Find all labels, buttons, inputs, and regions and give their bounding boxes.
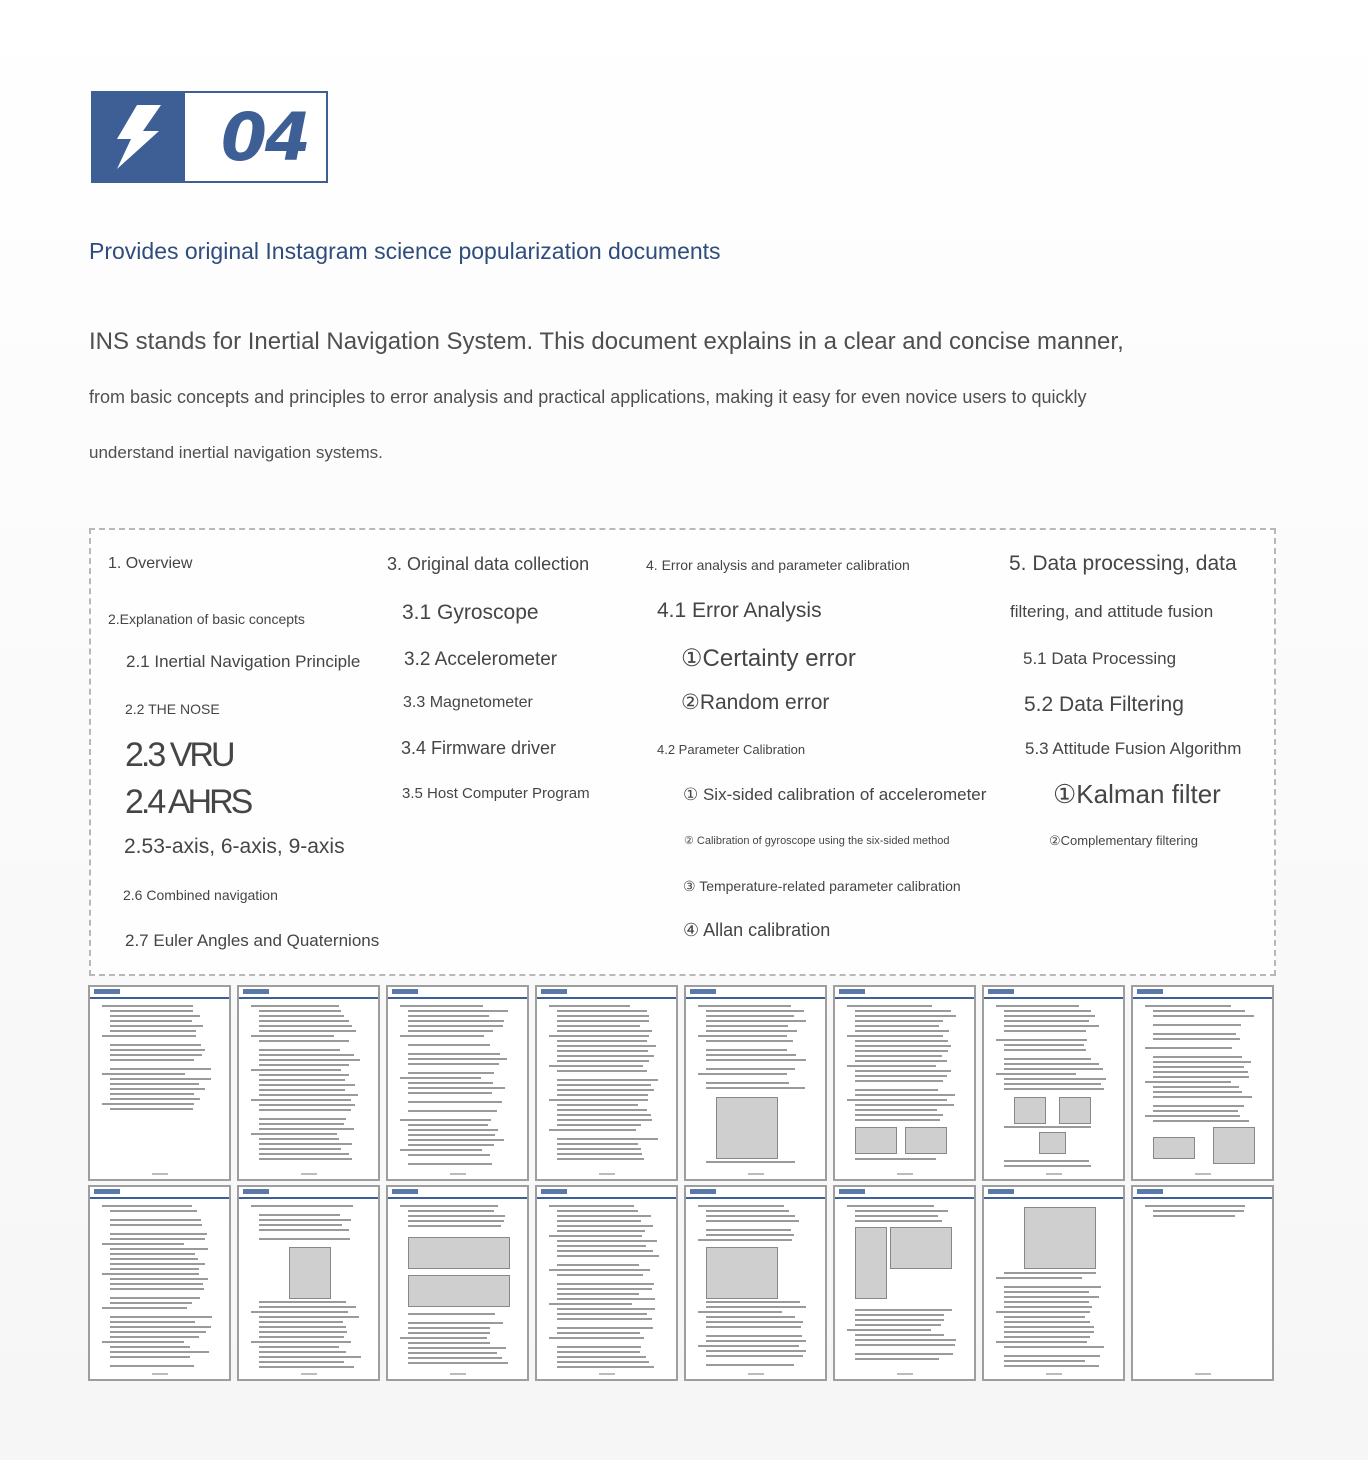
brand-logo-icon bbox=[541, 1189, 567, 1194]
document-page-thumbnail bbox=[88, 1185, 231, 1381]
toc-item: 2.4 AHRS bbox=[125, 783, 251, 821]
toc-item: 2.3 VRU bbox=[125, 736, 233, 774]
document-page-thumbnail bbox=[535, 1185, 678, 1381]
brand-logo-icon bbox=[690, 1189, 716, 1194]
document-page-thumbnail bbox=[1131, 1185, 1274, 1381]
toc-item: 5.2 Data Filtering bbox=[1024, 693, 1184, 716]
brand-logo-icon bbox=[94, 1189, 120, 1194]
figure-image bbox=[890, 1227, 952, 1269]
toc-item: 4.1 Error Analysis bbox=[657, 599, 822, 622]
brand-logo-icon bbox=[243, 989, 269, 994]
figure-image bbox=[706, 1247, 778, 1299]
brand-logo-icon bbox=[839, 989, 865, 994]
lightning-bolt-icon bbox=[93, 93, 185, 181]
toc-item: 1. Overview bbox=[108, 555, 193, 572]
figure-image bbox=[905, 1127, 947, 1154]
brand-logo-icon bbox=[988, 1189, 1014, 1194]
toc-item: ②Random error bbox=[681, 691, 830, 714]
document-page-thumbnail bbox=[982, 985, 1125, 1181]
toc-item: 2.2 THE NOSE bbox=[125, 701, 220, 717]
toc-item: filtering, and attitude fusion bbox=[1010, 602, 1214, 621]
figure-image bbox=[289, 1247, 331, 1299]
figure-image bbox=[1153, 1137, 1195, 1159]
brand-logo-icon bbox=[392, 1189, 418, 1194]
intro-line-3: understand inertial navigation systems. bbox=[89, 443, 383, 462]
figure-image bbox=[1213, 1127, 1255, 1164]
section-subtitle: Provides original Instagram science popularization documents bbox=[89, 238, 721, 264]
section-number: 04 bbox=[221, 99, 309, 176]
intro-line-1: INS stands for Inertial Navigation System. This document explains in a clear and concise manner, bbox=[89, 328, 1124, 355]
document-page-thumbnail bbox=[535, 985, 678, 1181]
figure-image bbox=[1039, 1132, 1066, 1154]
toc-item: 3.3 Magnetometer bbox=[403, 694, 533, 711]
document-page-thumbnail bbox=[982, 1185, 1125, 1381]
figure-image bbox=[408, 1275, 510, 1307]
toc-item: 2.6 Combined navigation bbox=[123, 887, 278, 903]
toc-item: 5. Data processing, data bbox=[1009, 552, 1237, 575]
toc-item: 2.Explanation of basic concepts bbox=[108, 611, 305, 627]
brand-logo-icon bbox=[1137, 989, 1163, 994]
toc-item: ①Kalman filter bbox=[1053, 779, 1221, 809]
toc-item: ①Certainty error bbox=[681, 645, 856, 672]
toc-item: 3. Original data collection bbox=[387, 554, 590, 574]
intro-line-2: from basic concepts and principles to error analysis and practical applications, making it easy for even novice users to quickly bbox=[89, 387, 1087, 407]
brand-logo-icon bbox=[839, 1189, 865, 1194]
toc-item: 2.53-axis, 6-axis, 9-axis bbox=[124, 835, 345, 858]
figure-image bbox=[1014, 1097, 1046, 1124]
brand-logo-icon bbox=[1137, 1189, 1163, 1194]
document-page-thumbnail bbox=[386, 1185, 529, 1381]
figure-image bbox=[408, 1237, 510, 1269]
toc-item: 3.5 Host Computer Program bbox=[402, 785, 590, 802]
toc-item: 3.1 Gyroscope bbox=[402, 601, 539, 624]
toc-item: 4. Error analysis and parameter calibration bbox=[646, 557, 910, 573]
brand-logo-icon bbox=[392, 989, 418, 994]
toc-item: ② Calibration of gyroscope using the six-sided method bbox=[684, 835, 950, 847]
document-page-thumbnail bbox=[1131, 985, 1274, 1181]
brand-logo-icon bbox=[690, 989, 716, 994]
toc-item: 5.1 Data Processing bbox=[1023, 649, 1177, 668]
toc-item: 3.2 Accelerometer bbox=[404, 649, 558, 670]
figure-image bbox=[1059, 1097, 1091, 1124]
section-number-badge bbox=[91, 91, 328, 183]
brand-logo-icon bbox=[541, 989, 567, 994]
document-page-thumbnail bbox=[237, 1185, 380, 1381]
toc-item: 5.3 Attitude Fusion Algorithm bbox=[1025, 739, 1242, 758]
document-page-thumbnail bbox=[684, 985, 827, 1181]
brand-logo-icon bbox=[94, 989, 120, 994]
document-page-thumbnail bbox=[237, 985, 380, 1181]
table-of-contents bbox=[89, 528, 1276, 976]
toc-item: 3.4 Firmware driver bbox=[401, 738, 557, 758]
toc-item: 2.7 Euler Angles and Quaternions bbox=[125, 931, 380, 950]
brand-logo-icon bbox=[988, 989, 1014, 994]
document-page-thumbnail bbox=[88, 985, 231, 1181]
document-page-thumbnail bbox=[833, 985, 976, 1181]
toc-item: ① Six-sided calibration of accelerometer bbox=[683, 785, 987, 804]
figure-image bbox=[716, 1097, 778, 1159]
figure-image bbox=[855, 1127, 897, 1154]
document-page-thumbnail bbox=[684, 1185, 827, 1381]
figure-image bbox=[1024, 1207, 1096, 1269]
toc-item: ④ Allan calibration bbox=[683, 920, 831, 940]
toc-item: 2.1 Inertial Navigation Principle bbox=[126, 652, 361, 671]
toc-item: ③ Temperature-related parameter calibration bbox=[683, 878, 961, 894]
toc-item: ②Complementary filtering bbox=[1049, 833, 1198, 848]
document-page-thumbnail bbox=[833, 1185, 976, 1381]
brand-logo-icon bbox=[243, 1189, 269, 1194]
toc-item: 4.2 Parameter Calibration bbox=[657, 742, 806, 757]
figure-image bbox=[855, 1227, 887, 1299]
document-page-thumbnail bbox=[386, 985, 529, 1181]
